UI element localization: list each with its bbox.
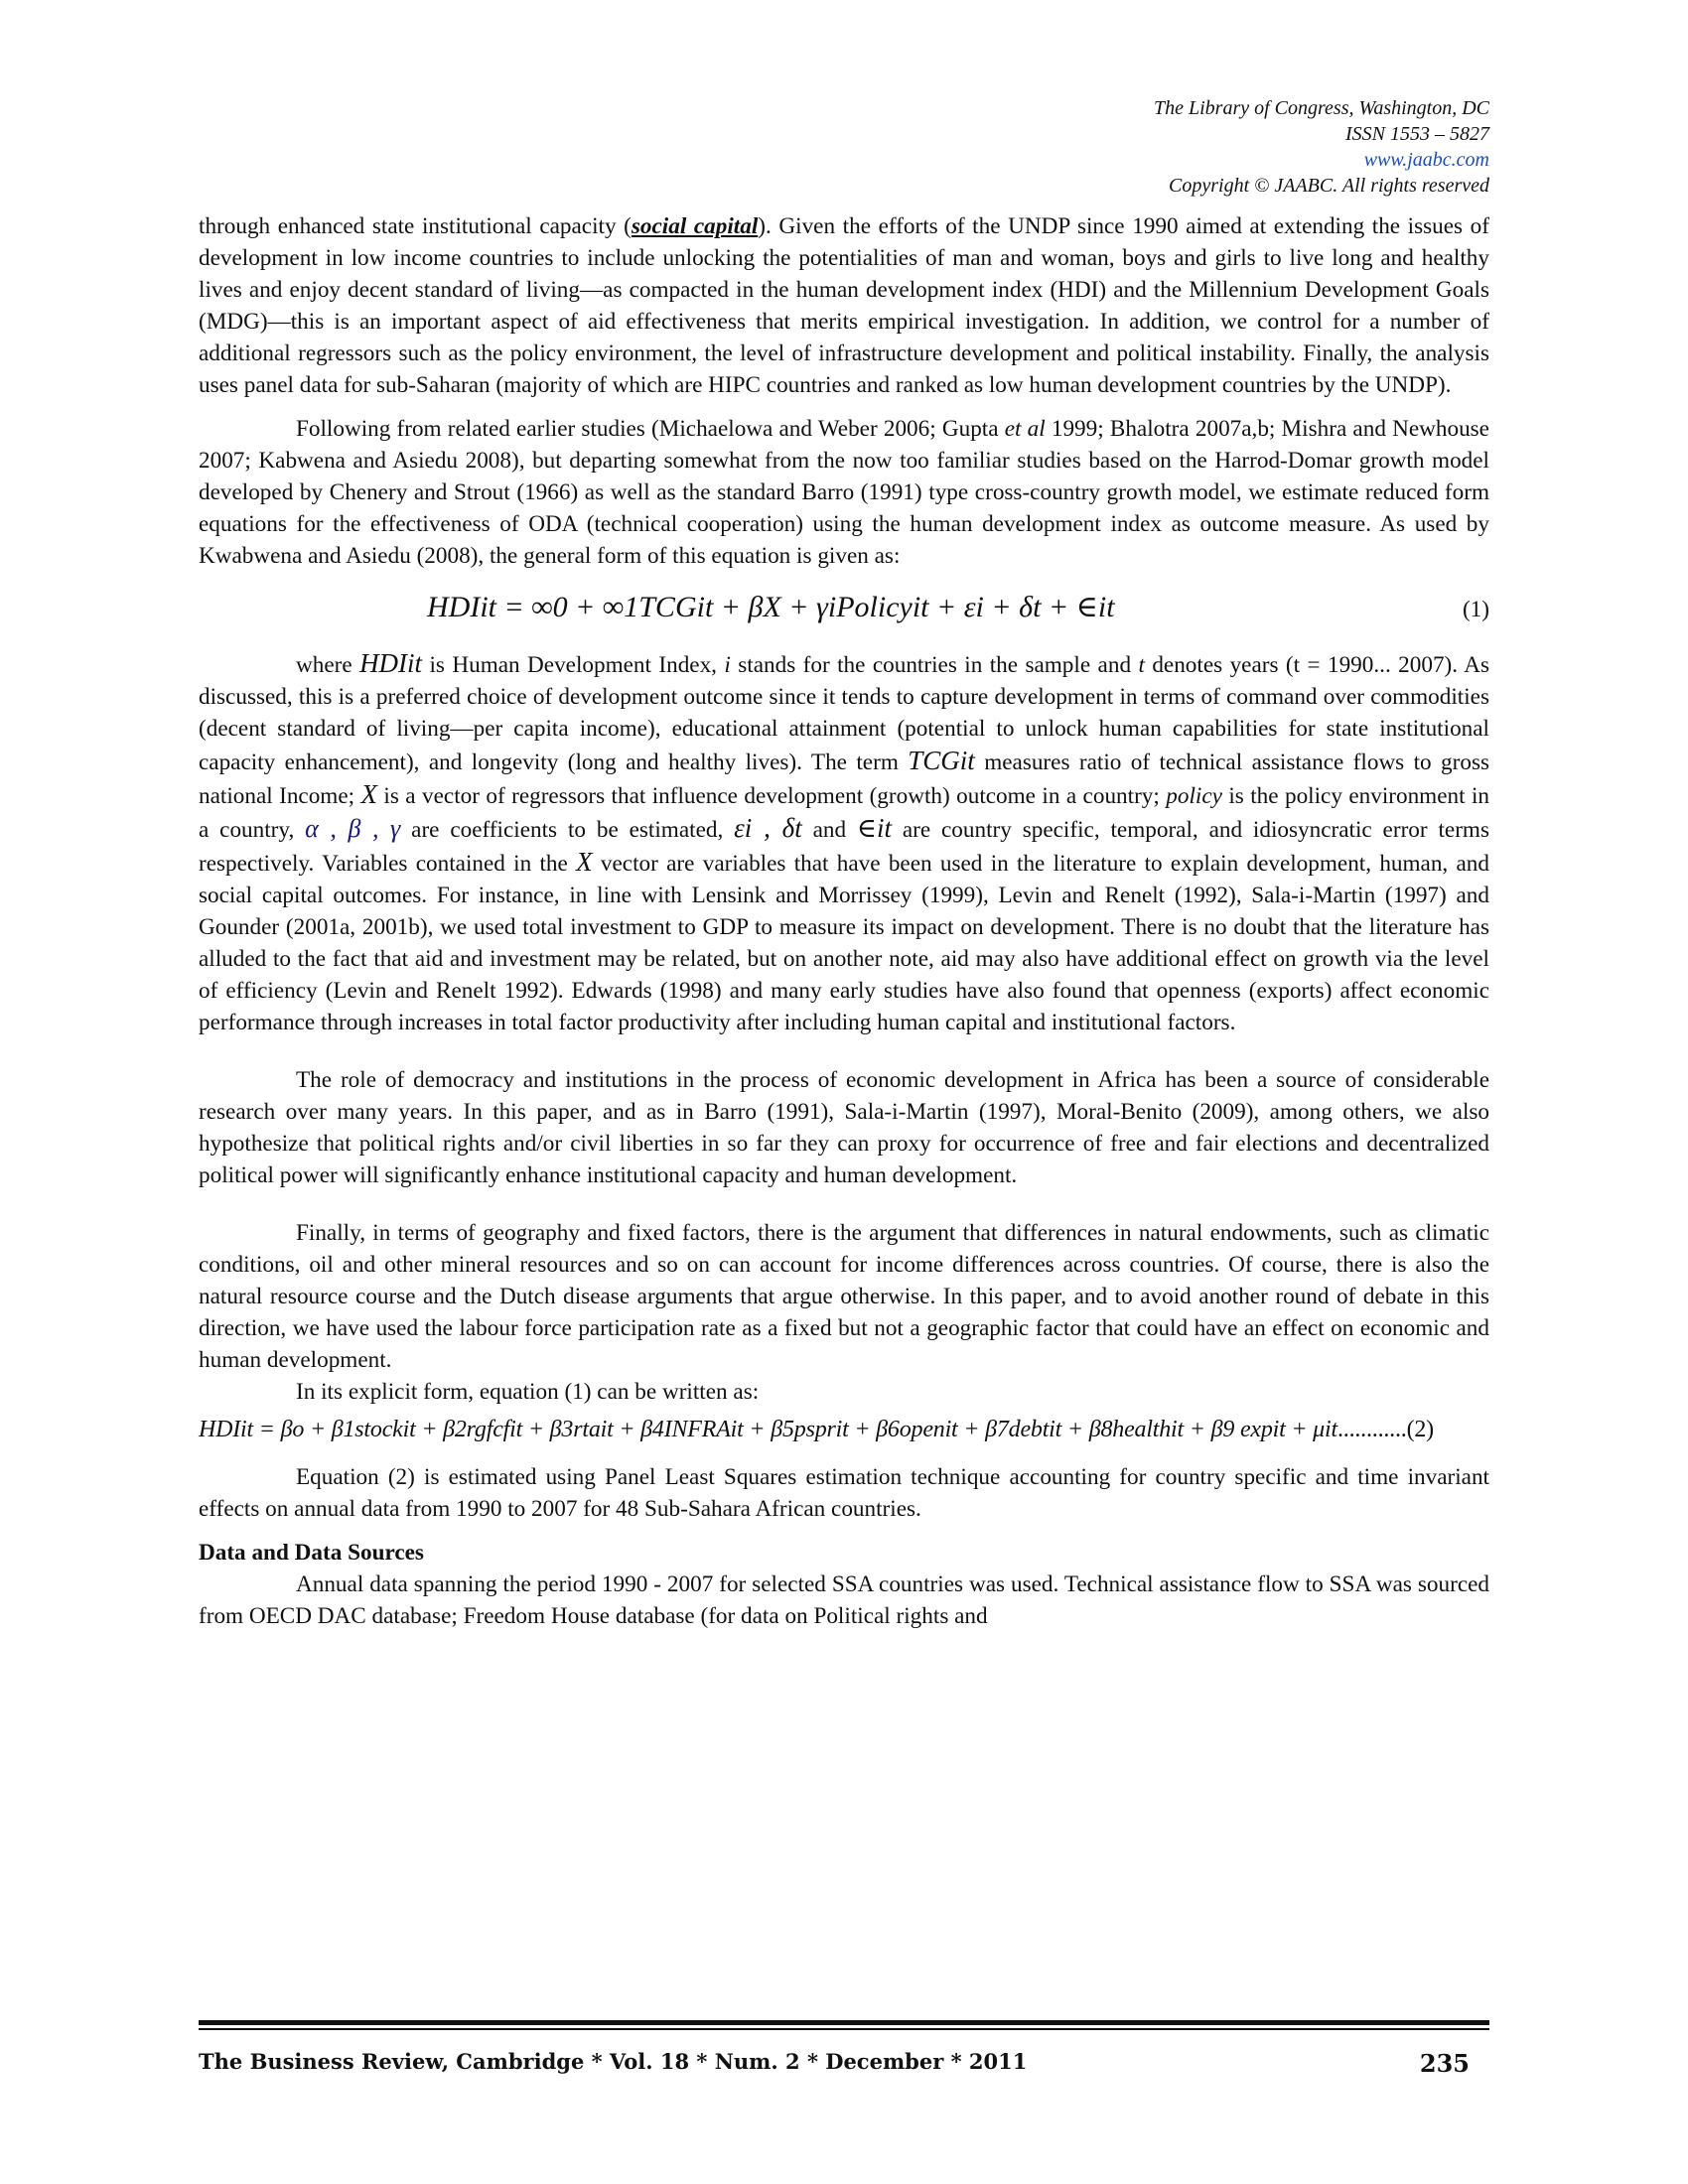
p3-text-g: is the policy environment in a country, — [199, 783, 1489, 843]
page-number: 235 — [1419, 2049, 1470, 2078]
p3-greek-coefficients: α , β , γ — [305, 814, 401, 843]
p3-text-l: vector are variables that have been used in the literature to explain development, human, and social capital outcomes. For instance, in line with Lensink and Morrissey (1999), Levin and Renelt (1992), Sala-i-Martin (1997) and Gounder (2001a, 2001b), we used total investment to GDP to measure its impact on development. There is no doubt that the literature has alluded to the fact that aid and investment may be related, but on another note, aid may also have additional effect on growth via the level of efficiency (Levin and Renelt 1992). Edwards (1998) and many early studies have also found that openness (exports) affect economic performance through increases in total factor productivity after including human capital and institutional factors. — [199, 851, 1489, 1035]
p1-text-a: through enhanced state institutional capacity ( — [199, 213, 632, 239]
paragraph-2 — [199, 413, 1489, 572]
equation-2-number: ............(2) — [1336, 1417, 1434, 1442]
paragraph-7: Equation (2) is estimated using Panel Least Squares estimation technique accounting for country specific and time invariant effects on annual data from 1990 to 2007 for 48 Sub-Sahara African countries. — [199, 1464, 1489, 1522]
p3-text-b: is Human Development Index, — [422, 652, 725, 678]
p3-text-a: where — [296, 652, 360, 678]
paragraph-1 — [199, 210, 1489, 401]
p3-text-h: are coefficients to be estimated, — [400, 817, 735, 843]
p3-t-symbol: t — [1138, 652, 1145, 678]
footer-rule-thin — [199, 2028, 1489, 2030]
equation-2 — [199, 1414, 1489, 1445]
paragraph-8: Annual data spanning the period 1990 - 2007 for selected SSA countries was used. Technical assistance flow to SSA was sourced from OECD DAC database; Freedom House database (for data on Political rights and — [199, 1571, 1489, 1629]
header-issn: ISSN 1553 – 5827 — [1345, 123, 1489, 145]
footer-journal: The Business Review, Cambridge * Vol. 18 * Num. 2 * December * 2011 — [199, 2049, 1028, 2074]
social-capital-term: social capital — [631, 213, 759, 239]
p3-text-c: stands for the countries in the sample and — [730, 652, 1139, 678]
p3-hdi-symbol: HDIit — [359, 648, 423, 678]
paragraph-3 — [199, 647, 1489, 1038]
paragraph-4: The role of democracy and institutions in the process of economic development in Africa has been a source of considerable research over many years. In this paper, and as in Barro (1991), Sala-i-Martin (1997), Moral-Benito (2009), among others, we also hypothesize that political rights and/or civil liberties in so far they can proxy for occurrence of free and fair elections and decentralized political power will significantly enhance institutional capacity and human development. — [199, 1067, 1489, 1188]
equation-1-number: (1) — [1462, 597, 1489, 622]
footer-rule-thick — [199, 2020, 1489, 2025]
p3-tcg-symbol: TCGit — [908, 746, 975, 775]
p3-text-f: is a vector of regressors that influence development (growth) outcome in a country; — [377, 783, 1167, 809]
p3-eit-symbol: ∈it — [856, 813, 892, 843]
p2-et-al: et al — [1004, 416, 1046, 442]
equation-2-body: HDIit = βo + β1stockit + β2rgfcfit + β3rtait + β4INFRAit + β5psprit + β6openit + β7debtit + β8healthit + β9 expit + μit — [199, 1417, 1337, 1442]
section-heading: Data and Data Sources — [199, 1540, 424, 1566]
p3-error-symbols: εi , δt — [734, 813, 802, 843]
p2-text-a: Following from related earlier studies (Michaelowa and Weber 2006; Gupta — [296, 416, 1005, 442]
p3-x-symbol: X — [360, 779, 377, 809]
p3-text-e: measures ratio of technical assistance flows to gross national Income; — [199, 750, 1490, 809]
header-publisher: The Library of Congress, Washington, DC — [1153, 97, 1489, 119]
p2-text-c: 1999; Bhalotra 2007a,b; Mishra and Newhouse 2007; Kabwena and Asiedu 2008), but departing somewhat from the now too familiar studies based on the Harrod-Domar growth model developed by Chenery and Strout (1966) as well as the standard Barro (1991) type cross-country growth model, we estimate reduced form equations for the effectiveness of ODA (technical cooperation) using the human development index as outcome measure. As used by Kwabwena and Asiedu (2008), the general form of this equation is given as: — [199, 416, 1489, 569]
p3-x-symbol-2: X — [576, 847, 593, 877]
header-website-link[interactable]: www.jaabc.com — [1363, 149, 1489, 171]
p3-text-d: denotes years (t = 1990... 2007). As discussed, this is a preferred choice of development outcome since it tends to capture development in terms of command over commodities (decent standard of living—per capita income), educational attainment (potential to unlock human capabilities for state institutional capacity enhancement), and longevity (long and healthy lives). The term — [199, 652, 1489, 775]
header-copyright: Copyright © JAABC. All rights reserved — [1169, 175, 1489, 197]
p3-text-k: are country specific, temporal, and idiosyncratic error terms respectively. Variables contained in the — [199, 817, 1489, 877]
p3-i-symbol: i — [724, 652, 731, 678]
p3-text-and: and — [801, 817, 857, 843]
paragraph-6: In its explicit form, equation (1) can be written as: — [296, 1379, 760, 1405]
p1-text-c: ). Given the efforts of the UNDP since 1990 aimed at extending the issues of development in low income countries to include unlocking the potentialities of man and woman, boys and girls to live long and healthy lives and enjoy decent standard of living—as compacted in the human development index (HDI) and the Millennium Development Goals (MDG)—this is an important aspect of aid effectiveness that merits empirical investigation. In addition, we control for a number of additional regressors such as the policy environment, the level of infrastructure development and political instability. Finally, the analysis uses panel data for sub-Saharan (majority of which are HIPC countries and ranked as low human development countries by the UNDP). — [199, 213, 1489, 398]
paragraph-5: Finally, in terms of geography and fixed factors, there is the argument that differences in natural endowments, such as climatic conditions, oil and other mineral resources and so on can account for income differences across countries. Of course, there is also the natural resource course and the Dutch disease arguments that argue otherwise. In this paper, and to avoid another round of debate in this direction, we have used the labour force participation rate as a fixed but not a geographic factor that could have an effect on economic and human development. — [199, 1220, 1489, 1373]
running-footer — [199, 2049, 1489, 2078]
running-header — [894, 95, 1489, 199]
body-text — [199, 210, 1489, 1644]
equation-1-body: HDIit = ∞0 + ∞1TCGit + βX + γiPolicyit + εi + δt + ∈it — [427, 591, 1115, 623]
p3-policy-term: policy — [1166, 783, 1222, 809]
equation-1 — [199, 584, 1489, 637]
